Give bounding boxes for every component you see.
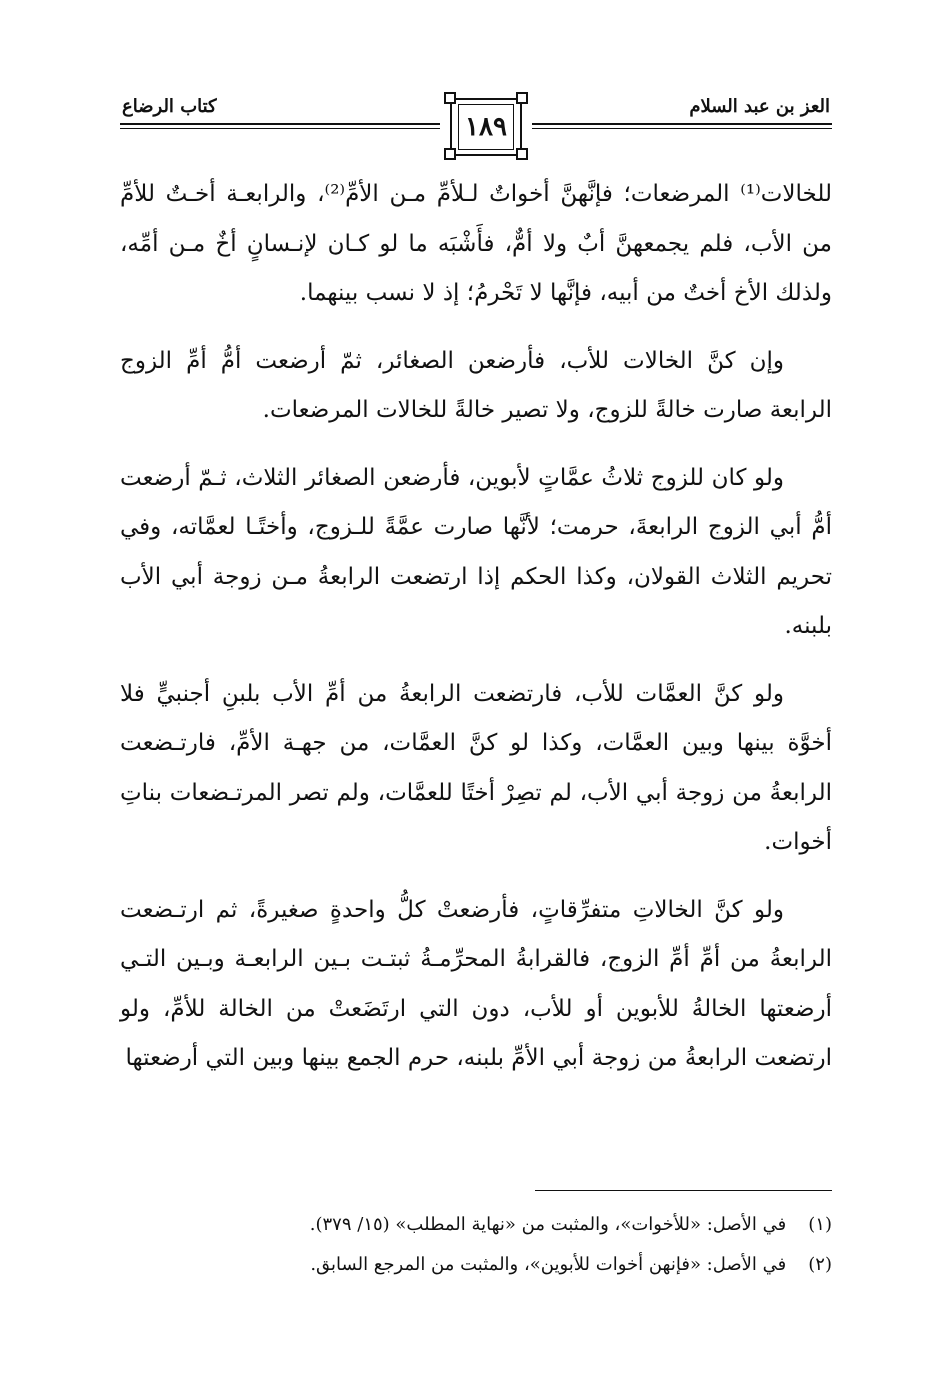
page-number: ١٨٩ <box>465 112 507 142</box>
footnote-text: في الأصل: «للأخوات»، والمثبت من «نهاية المطلب» (١٥/ ٣٧٩). <box>309 1214 787 1235</box>
footnote-1 <box>120 1205 832 1245</box>
footnotes <box>120 1205 832 1285</box>
running-head-section: كتاب الرضاع <box>122 96 217 117</box>
paragraph-2: وإن كنَّ الخالات للأب، فأرضعن الصغائر، ثمّ أرضعت أمُّ أمِّ الزوج الرابعة صارت خالةً للزوج، ولا تصير خالةً للخالات المرضعات. <box>120 347 832 423</box>
main-text <box>120 170 832 1102</box>
paragraph-4: ولو كنَّ العمَّات للأب، فارتضعت الرابعةُ من أمِّ الأب بلبنِ أجنبيٍّ فلا أخوَّة بينها وبين العمَّات، وكذا لو كنَّ العمَّات، من جهـة الأمِّ، فارتـضعت الرابعةُ من زوجة أبي الأب، لم تصِرْ أختًا للعمَّات، ولم تصر المرتـضعات بناتِ أخوات. <box>120 680 832 855</box>
paragraph-1: للخالات⁽¹⁾ المرضعات؛ فإنَّهنَّ أخواتٌ لـلأمِّ مـن الأمِّ⁽²⁾، والرابعـة أخـتٌ للأمِّ من الأب، فلم يجمعهنَّ أبٌ ولا أمٌّ، فأَشْبَه ما لو كـان لإنـسانٍ أخٌ مـن أمِّه، ولذلك الأخ أختٌ من أبيه، فإنَّها لا تَحْرمُ؛ إذ لا نسب بينهما. <box>120 181 833 306</box>
footnote-number: (١) <box>808 1214 832 1235</box>
running-head-author: العز بن عبد السلام <box>689 96 830 117</box>
header-rule-right <box>532 123 832 125</box>
page-header <box>120 92 832 168</box>
header-rule-left <box>120 123 440 125</box>
footnote-number: (٢) <box>808 1254 832 1275</box>
paragraph-5: ولو كنَّ الخالاتِ متفرِّقاتٍ، فأرضعتْ كلُّ واحدةٍ صغيرةً، ثم ارتـضعت الرابعةُ من أمِّ أمِّ الزوج، فالقرابةُ المحرِّمـةُ ثبتـت بـين الرابعـة وبـين التـي أرضعتها الخالةُ للأبوين أو للأب، دون التي ارتَضَعتْ من الخالة للأمِّ، ولو ارتضعت الرابعةُ من زوجة أبي الأمِّ بلبنه، حرم الجمع بينها وبين التي أرضعتها <box>120 896 832 1071</box>
footnote-separator <box>535 1190 832 1191</box>
footnote-text: في الأصل: «فإنهن أخوات للأبوين»، والمثبت من المرجع السابق. <box>310 1254 787 1275</box>
footnote-2 <box>120 1245 832 1285</box>
page-number-frame <box>440 92 532 160</box>
paragraph-3: ولو كان للزوج ثلاثُ عمَّاتٍ لأبوين، فأرضعن الصغائر الثلاث، ثـمّ أرضعت أمُّ أبي الزوج الرابعةَ، حرمت؛ لأنَّها صارت عمَّةً للـزوج، وأختًـا لعمَّاته، وفي تحريم الثلاث القولان، وكذا الحكم إذا ارتضعت الرابعةُ مـن زوجة أبي الأب بلبنه. <box>120 464 832 639</box>
